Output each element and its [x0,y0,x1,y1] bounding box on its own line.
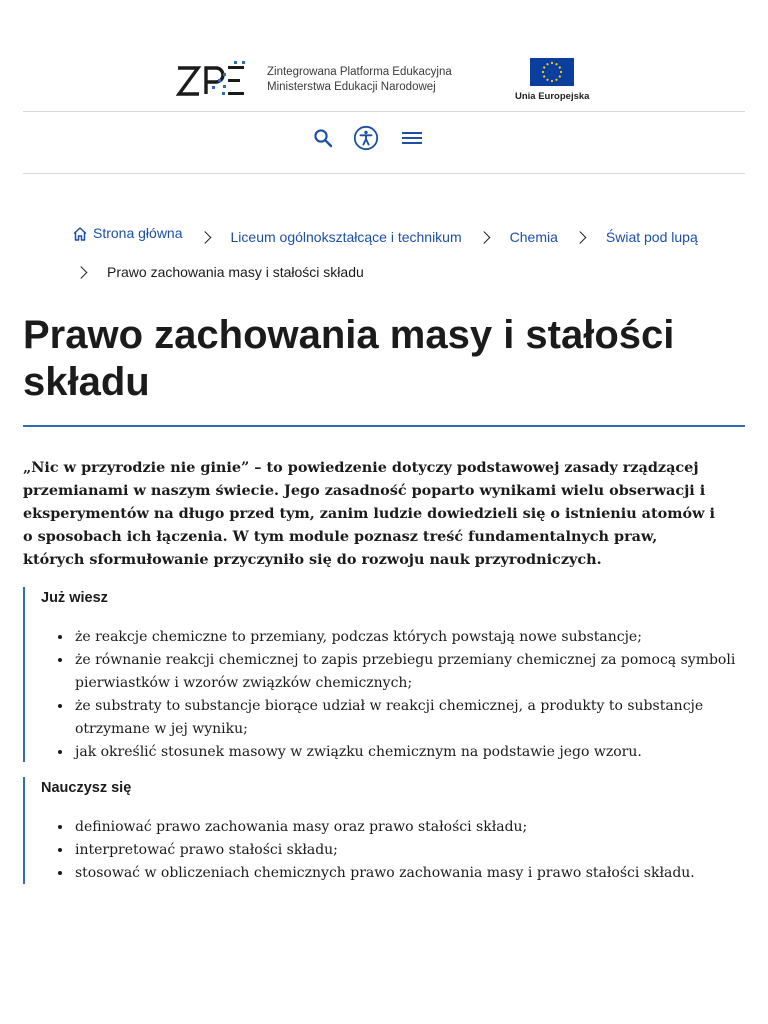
list-item: • interpretować prawo stałości składu; [73,839,745,862]
breadcrumb [72,216,732,290]
breadcrumb-item-section[interactable] [606,220,698,255]
list-item: • że równanie reakcji chemicznej to zapis przebiegu przemiany chemicznej za pomocą symboli pierwiastków i wzorów związków chemicznych; [73,649,745,695]
list-item: • że substraty to substancje biorące udział w reakcji chemicznej, a produkty to substancje otrzymane w jej wyniku; [73,695,745,741]
accessibility-button[interactable] [352,124,380,152]
breadcrumb-current: Prawo zachowania masy i stałości składu [107,263,364,280]
accessibility-icon [353,125,379,151]
intro-paragraph: „Nic w przyrodzie nie ginie” – to powiedzenie dotyczy podstawowej zasady rządzącej przemianami w naszym świecie. Jego zasadność poparto wynikami wielu obserwacji i eksperymentów na długo przed tym, zanim ludzie dowiedzieli się o istnieniu atomów i o sposobach ich łączenia. W tym module poznasz treść fundamentalnych praw, których sformułowanie przyczyniło się do rozwoju nauk przyrodniczych. [23,459,715,568]
list-item: • jak określić stosunek masowy w związku chemicznym na podstawie jego wzoru. [73,741,745,764]
breadcrumb-separator-icon [75,266,88,279]
will-learn-box [23,777,745,884]
page-title: Prawo zachowania masy i stałości składu [23,313,675,404]
header-divider [23,111,745,112]
breadcrumb-link-home[interactable]: Strona główna [93,225,183,241]
list-item: • stosować w obliczeniach chemicznych prawo zachowania masy i prawo stałości składu. [73,862,745,885]
breadcrumb-link-section[interactable]: Świat pod lupą [605,228,698,245]
search-button[interactable] [309,124,337,152]
breadcrumb-link-subject[interactable]: Chemia [509,228,558,245]
platform-name [267,65,452,95]
site-header [0,56,768,106]
already-know-box [23,587,745,762]
will-learn-title: Nauczysz się [41,780,132,796]
search-icon [313,128,333,148]
hamburger-menu-icon [402,130,422,146]
list-item: • definiować prawo zachowania masy oraz prawo stałości składu; [73,816,745,839]
breadcrumb-link-level[interactable]: Liceum ogólnokształcące i technikum [230,228,462,245]
platform-name-line2: Ministerstwa Edukacji Narodowej [267,81,436,93]
breadcrumb-item-subject[interactable] [510,220,558,255]
eu-flag-icon [530,58,574,86]
already-know-list [25,626,745,764]
zpe-logo[interactable] [176,60,248,102]
home-icon [72,226,88,242]
will-learn-list [25,816,745,885]
breadcrumb-separator-icon [477,231,490,244]
breadcrumb-item-level[interactable] [231,220,462,255]
eu-label: Unia Europejska [515,91,590,102]
breadcrumb-item-home[interactable] [72,216,183,251]
title-underline [23,425,745,427]
already-know-title: Już wiesz [41,590,108,606]
toolbar-divider [23,173,745,174]
list-item: • że reakcje chemiczne to przemiany, podczas których powstają nowe substancje; [73,626,745,649]
breadcrumb-separator-icon [198,231,211,244]
menu-button[interactable] [398,124,426,152]
breadcrumb-separator-icon [574,231,587,244]
platform-name-line1: Zintegrowana Platforma Edukacyjna [267,66,452,78]
